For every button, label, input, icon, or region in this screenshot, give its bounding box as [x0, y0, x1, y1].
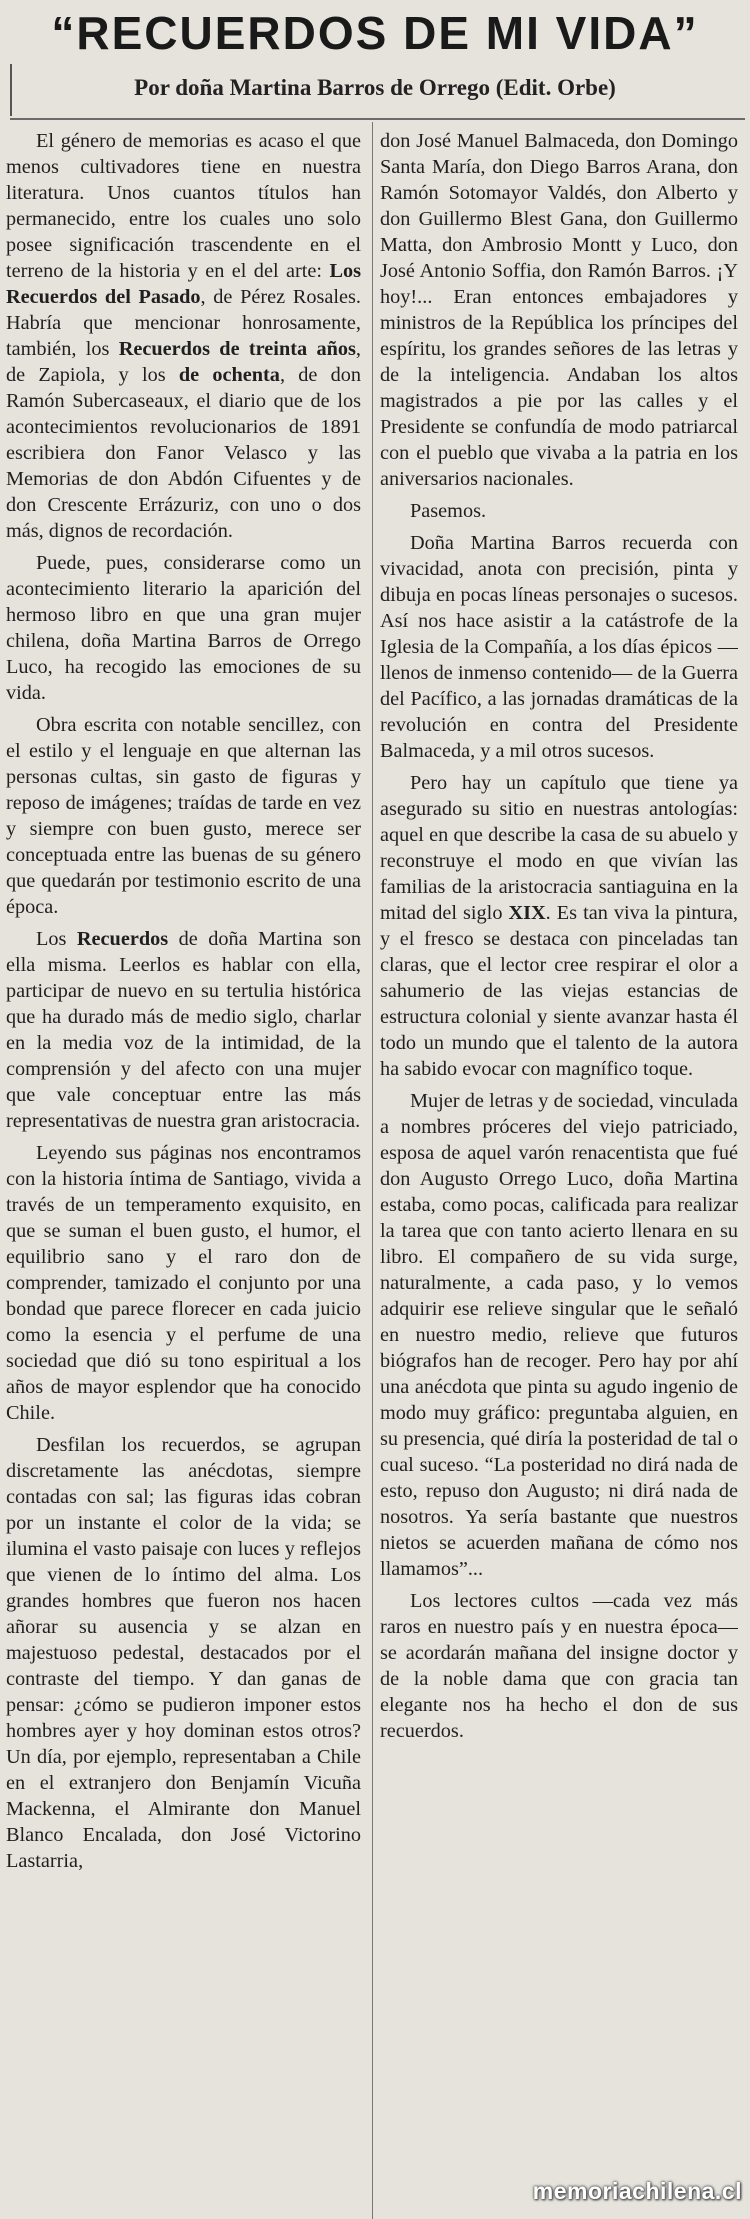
paragraph — [6, 128, 361, 544]
title-rule — [10, 118, 745, 120]
article-byline: Por doña Martina Barros de Orrego (Edit. Orbe) — [134, 75, 616, 100]
article-title: “RECUERDOS DE MI VIDA” — [51, 7, 699, 59]
paragraph-text: Pero hay un capítulo que tiene ya asegurado su sitio en nuestras antologías: aquel en que describe la casa de su abuelo y reconstruye el modo en que vivían las familias de la aristocracia santiaguina en la mitad del siglo — [380, 772, 738, 924]
paragraph-text: El género de memorias es acaso el que menos cultivadores tiene en nuestra literatura. Unos cuantos títulos han permanecido, entre los cuales uno solo posee significación trascendente en el terreno de la historia y en el del arte: — [6, 130, 361, 282]
book-title-ref: Los Recuerdos del Pasado — [6, 260, 361, 308]
book-title-ref: de ochenta — [178, 364, 280, 386]
source-watermark: memoriachilena.cl — [532, 2178, 742, 2204]
right-column — [380, 128, 738, 2218]
paragraph-text: de doña Martina son ella misma. Leerlos es hablar con ella, participar de nuevo en su tertulia histórica que ha durado más de medio siglo, charlar en la media voz de la intimidad, de la comprensión y del afecto con una mujer que vale conceptuar entre las más representativas de nuestra gran aristocracia. — [6, 928, 361, 1132]
century-numeral: XIX — [508, 902, 546, 924]
paragraph: Obra escrita con notable sencillez, con el estilo y el lenguaje en que alternan las personas cultas, sin gasto de figuras y reposo de imágenes; traídas de tarde en vez y siempre con buen gusto, merece ser conceptuada entre las buenas de su género que quedarán por testimonio escrito de una época. — [6, 714, 361, 918]
paragraph-text: , de Pérez Rosales. Habría que mencionar honrosamente, también, los — [6, 286, 361, 360]
paragraph — [6, 926, 361, 1134]
paragraph: Mujer de letras y de sociedad, vinculada a nombres próceres del viejo patriciado, esposa de aquel varón renacentista que fué don Augusto Orrego Luco, doña Martina estaba, como pocas, calificada para realizar la tarea que con tanto acierto llenara en su libro. El compañero de su vida surge, naturalmente, a cada paso, y lo vemos adquirir ese relieve singular que le señaló en nuestro medio, relieve que futuros biógrafos han de recoger. Pero hay por ahí una anécdota que pinta su agudo ingenio de modo muy gráfico: preguntaba alguien, en su presencia, qué diría la posteridad de tal o cual suceso. “La posteridad no dirá nada de esto, repuso don Augusto; ni dirá nada de nosotros. Ya sería bastante que nuestros nietos se acuerden mañana de cómo nos llamamos”... — [380, 1090, 738, 1580]
paragraph-text: . Es tan viva la pintura, y el fresco se destaca con pinceladas tan claras, que el lector cree respirar el olor a sahumerio de las viejas estancias de estructura colonial y siente avanzar hasta él todo un mundo que el talento de la autora ha sabido evocar con magnífico toque. — [380, 902, 738, 1080]
paragraph: Puede, pues, considerarse como un acontecimiento literario la aparición del hermoso libro en que una gran mujer chilena, doña Martina Barros de Orrego Luco, ha recogido las emociones de su vida. — [6, 552, 361, 704]
paragraph: Desfilan los recuerdos, se agrupan discretamente las anécdotas, siempre contadas con sal; las figuras idas cobran por un instante el color de la vida; se ilumina el vasto paisaje con luces y reflejos que vienen de lo íntimo del alma. Los grandes hombres que fueron nos hacen añorar su ausencia y se alzan en majestuoso pedestal, destacados por el contraste del tiempo. Y dan ganas de pensar: ¿cómo se pudieron imponer estos hombres ayer y hoy dominan estos otros? Un día, por ejemplo, representaban a Chile en el extranjero don Benjamín Vicuña Mackenna, el Almirante don Manuel Blanco Encalada, don José Victorino Lastarria, — [6, 1434, 361, 1872]
paragraph: Los lectores cultos —cada vez más raros en nuestro país y en nuestra época— se acordarán mañana del insigne doctor y de la noble dama que con gracia tan elegante nos ha hecho el don de sus recuerdos. — [380, 1590, 738, 1742]
left-column — [6, 128, 361, 2218]
book-title-ref: Recuerdos de treinta años — [118, 338, 356, 360]
paragraph — [380, 770, 738, 1082]
book-title-ref: Recuerdos — [76, 928, 169, 950]
paragraph-text: , de Zapiola, y los — [6, 338, 361, 386]
paragraph: Doña Martina Barros recuerda con vivacidad, anota con precisión, pinta y dibuja en pocas líneas personajes o sucesos. Así nos hace asistir a la catástrofe de la Iglesia de la Compañía, a los días épicos —llenos de inmenso contenido— de la Guerra del Pacífico, a las jornadas dramáticas de la revolución en contra del Presidente Balmaceda, y a mil otros sucesos. — [380, 532, 738, 762]
paragraph: don José Manuel Balmaceda, don Domingo Santa María, don Diego Barros Arana, don Ramón Sotomayor Valdés, don Alberto y don Guillermo Blest Gana, don Guillermo Matta, don Ambrosio Montt y Luco, don José Antonio Soffia, don Ramón Barros. ¡Y hoy!... Eran entonces embajadores y ministros de la República los príncipes del espíritu, los grandes señores de las letras y de la inteligencia. Andaban los altos magistrados a pie por las calles y el Presidente se confundía de modo patriarcal con el pueblo que vivaba a la patria en los aniversarios nacionales. — [380, 130, 738, 490]
paragraph: Pasemos. — [410, 500, 487, 522]
paragraph-text: Los — [36, 928, 77, 950]
paragraph-text: , de don Ramón Subercaseaux, el diario que de los acontecimientos revolucionarios de 1891 escribiera don Fanor Velasco y las Memorias de don Abdón Cifuentes y de don Crescente Errázuriz, con uno o dos más, dignos de recordación. — [6, 364, 361, 542]
column-divider — [372, 122, 373, 2219]
paragraph: Leyendo sus páginas nos encontramos con la historia íntima de Santiago, vivida a través de un temperamento exquisito, en que se suman el buen gusto, el humor, el equilibrio sano y el raro don de comprender, tamizado el conjunto por una bondad que parece florecer en cada juicio como la esencia y el perfume de una sociedad que dió su tono espiritual a los años de mayor esplendor que ha conocido Chile. — [6, 1142, 361, 1424]
